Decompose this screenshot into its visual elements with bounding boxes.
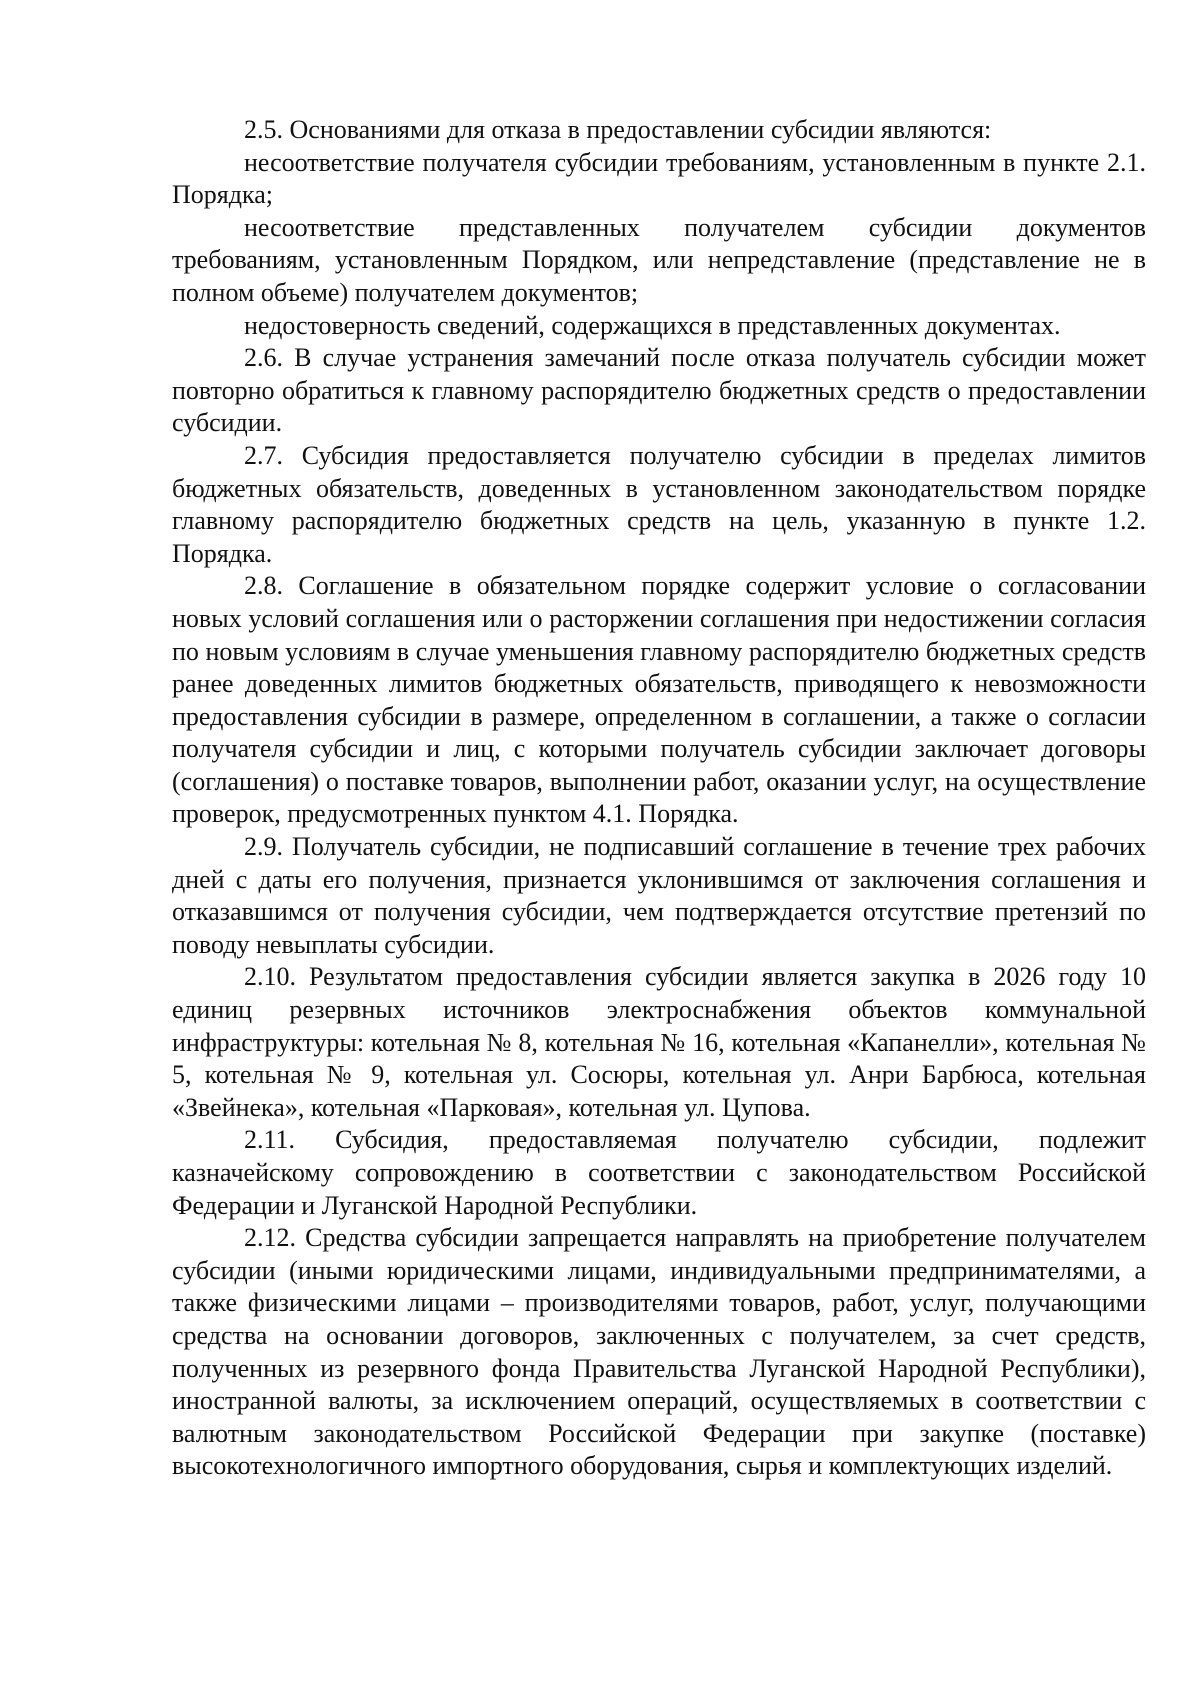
paragraph-2-8: 2.8. Соглашение в обязательном порядке содержит условие о согласовании новых условий соглашения или о расторжении соглашения при недостижении согласия по новым условиям в случае уменьшения главному распорядителю бюджетных средств ранее доведенных лимитов бюджетных обязательств, приводящего к невозможности предоставления субсидии в размере, определенном в соглашении, а также о согласии получателя субсидии и лиц, с которыми получатель субсидии заключает договоры (соглашения) о поставке товаров, выполнении работ, оказании услуг, на осуществление проверок, предусмотренных пунктом 4.1. Порядка. (172, 571, 1146, 829)
paragraph-2-6: 2.6. В случае устранения замечаний после отказа получатель субсидии может повторно обратиться к главному распорядителю бюджетных средств о предоставлении субсидии. (172, 343, 1146, 438)
paragraph-2-9: 2.9. Получатель субсидии, не подписавший соглашение в течение трех рабочих дней с даты его получения, признается уклонившимся от заключения соглашения и отказавшимся от получения субсидии, чем подтверждается отсутствие претензий по поводу невыплаты субсидии. (172, 832, 1146, 959)
paragraph-2-7: 2.7. Субсидия предоставляется получателю субсидии в пределах лимитов бюджетных обязательств, доведенных в установленном законодательством порядке главному распорядителю бюджетных средств на цель, указанную в пункте 1.2. Порядка. (172, 440, 1146, 568)
paragraph-2-5-item-2: несоответствие представленных получателем субсидии документов требованиям, установленным Порядком, или непредставление (представление не в полном объеме) получателем документов; (172, 212, 1146, 307)
paragraph-2-5: 2.5. Основаниями для отказа в предоставлении субсидии являются: (244, 115, 992, 144)
document-body (172, 114, 1146, 1483)
paragraph-2-5-item-3: недостоверность сведений, содержащихся в представленных документах. (244, 310, 1061, 340)
paragraph-2-11: 2.11. Субсидия, предоставляемая получателю субсидии, подлежит казначейскому сопровождению в соответствии с законодательством Российской Федерации и Луганской Народной Республики. (172, 1125, 1146, 1220)
paragraph-2-12: 2.12. Средства субсидии запрещается направлять на приобретение получателем субсидии (иными юридическими лицами, индивидуальными предпринимателями, а также физическими лицами – производителями товаров, работ, услуг, получающими средства на основании договоров, заключенных с получателем, за счет средств, полученных из резервного фонда Правительства Луганской Народной Республики), иностранной валюты, за исключением операций, осуществляемых в соответствии с валютным законодательством Российской Федерации при закупке (поставке) высокотехнологичного импортного оборудования, сырья и комплектующих изделий. (172, 1223, 1146, 1481)
paragraph-2-10: 2.10. Результатом предоставления субсидии является закупка в 2026 году 10 единиц резервных источников электроснабжения объектов коммунальной инфраструктуры: котельная № 8, котельная № 16, котельная «Капанелли», котельная № 5, котельная № 9, котельная ул. Сосюры, котельная ул. Анри Барбюса, котельная «Звейнека», котельная «Парковая», котельная ул. Цупова. (172, 962, 1146, 1122)
paragraph-2-5-item-1: несоответствие получателя субсидии требованиям, установленным в пункте 2.1. Порядка; (172, 147, 1146, 210)
